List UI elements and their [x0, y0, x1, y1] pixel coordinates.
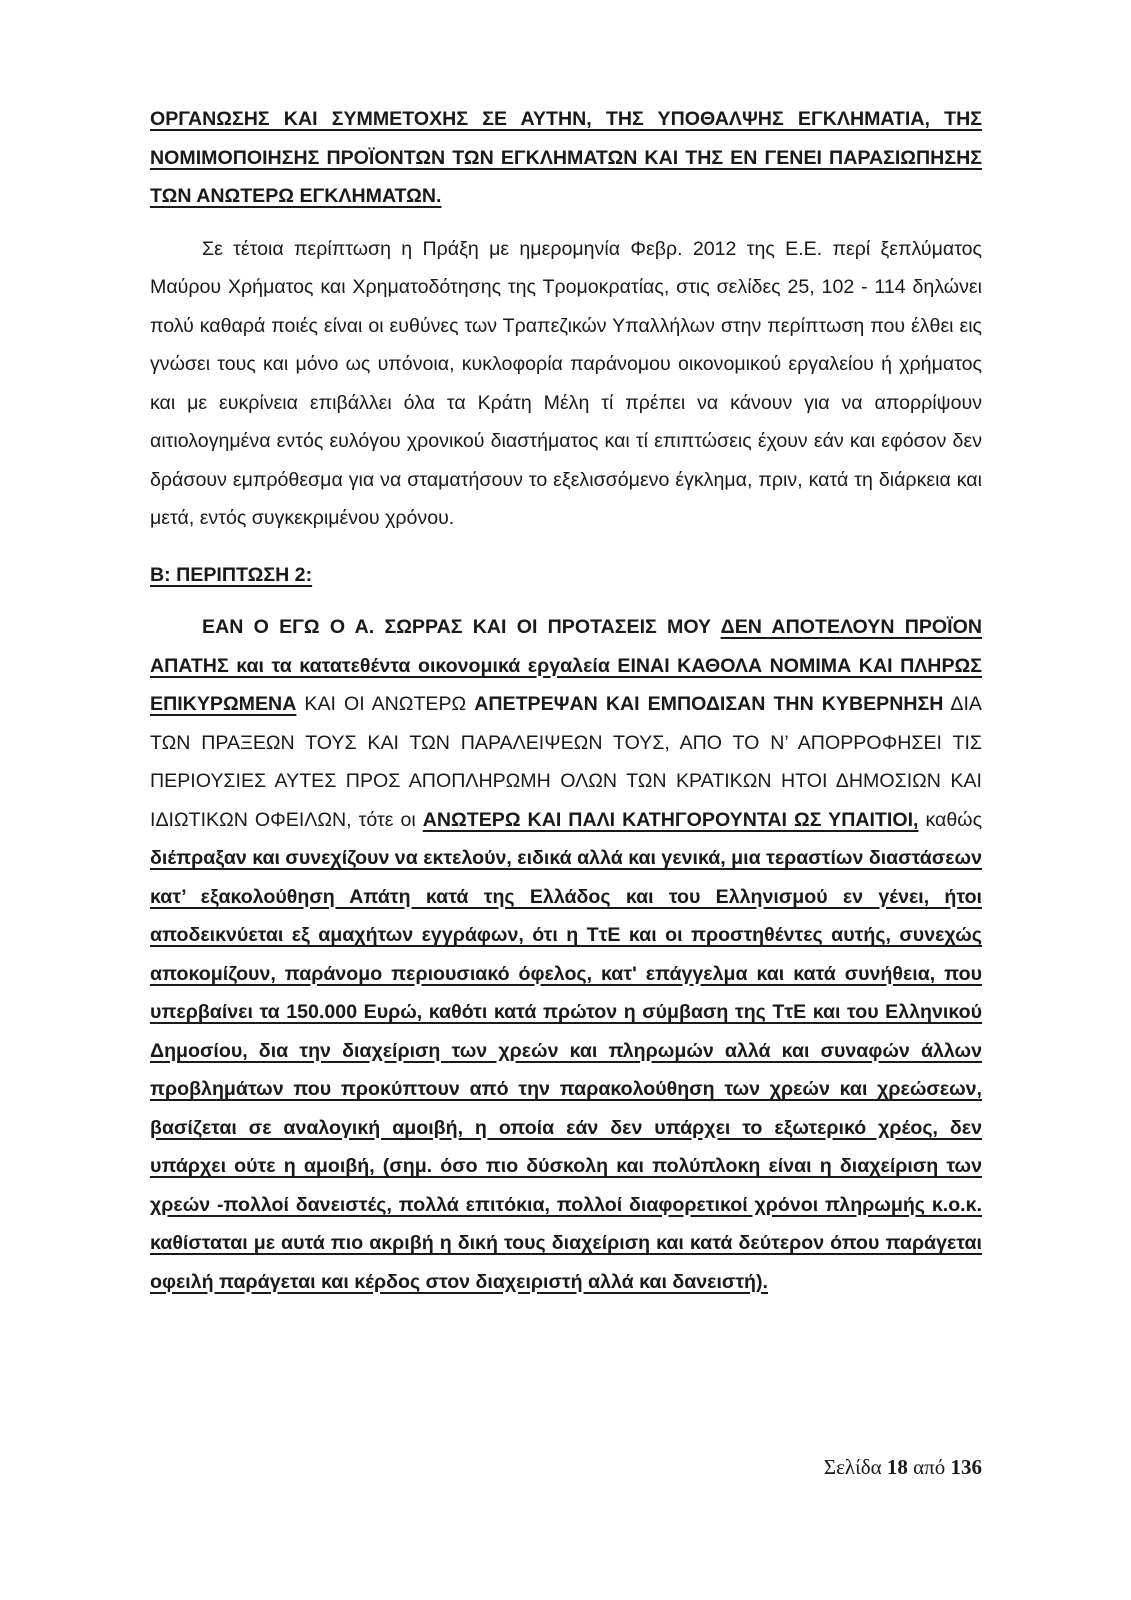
case-actions-text: ΔΙΑ ΤΩΝ ΠΡΑΞΕΩΝ ΤΟΥΣ ΚΑΙ ΤΩΝ ΠΑΡΑΛΕΙΨΕΩΝ ΤΟΥΣ, ΑΠΟ ΤΟ Ν’ ΑΠΟΡΡΟΦΗΣΕΙ ΤΙΣ ΠΕΡΙΟΥΣΙΕΣ ΑΥΤΕΣ ΠΡΟΣ ΑΠΟΠΛΗΡΩΜΗ ΟΛΩΝ ΤΩΝ ΚΡΑΤΙΚΩΝ ΗΤΟΙ ΔΗΜΟΣΙΩΝ ΚΑΙ ΙΔΙΩΤΙΚΩΝ ΟΦΕΙΛΩΝ, τότε οι: [150, 693, 982, 831]
footer-prefix: Σελίδα: [823, 1455, 887, 1479]
case-connector-text: ΚΑΙ ΟΙ ΑΝΩΤΕΡΩ: [296, 693, 475, 715]
case-claim-text: ΔΕΝ ΑΠΟΤΕΛΟΥΝ ΠΡΟΪΟΝ ΑΠΑΤΗΣ και τα κατατεθέντα οικονομικά εργαλεία ΕΙΝΑΙ ΚΑΘΟΛΑ ΝΟΜΙΜΑ ΚΑΙ ΠΛΗΡΩΣ ΕΠΙΚΥΡΩΜΕΝΑ: [150, 616, 982, 715]
current-page-number: 18: [886, 1455, 908, 1479]
section-heading: Β: ΠΕΡΙΠΤΩΣΗ 2:: [150, 563, 313, 586]
footer-middle: από: [907, 1455, 951, 1479]
paragraph-regulation: Σε τέτοια περίπτωση η Πράξη με ημερομηνία Φεβρ. 2012 της Ε.Ε. περί ξεπλύματος Μαύρου Χρήματος και Χρηματοδότησης της Τρομοκρατίας, στις σελίδες 25, 102 - 114 δηλώνει πολύ καθαρά ποιές είναι οι ευθύνες των Τραπεζικών Υπαλλήλων στην περίπτωση που έλθει εις γνώσει τους και μόνο ως υπόνοια, κυκλοφορία παράνομου οικονομικού εργαλείου ή χρήματος και με ευκρίνεια επιβάλλει όλα τα Κράτη Μέλη τί πρέπει να κάνουν για να απορρίψουν αιτιολογημένα εντός ευλόγου χρονικού διαστήματος και τί επιπτώσεις έχουν εάν και εφόσον δεν δράσουν εμπρόθεσμα για να σταματήσουν το εξελισσόμενο έγκλημα, πριν, κατά τη διάρκεια και μετά, εντός συγκεκριμένου χρόνου.: [150, 237, 982, 529]
case-since-text: καθώς: [918, 808, 983, 831]
case-fraud-description: διέπραξαν και συνεχίζουν να εκτελούν, ειδικά αλλά και γενικά, μια τεραστίων διαστάσεων κατ’ εξακολούθηση Απάτη κατά της Ελλάδος και του Ελληνισμού εν γένει, ήτοι αποδεικνύεται εξ αμαχήτων εγγράφων, ότι η ΤτΕ και οι προστηθέντες αυτής, συνεχώς αποκομίζουν, παράνομο περιουσιακό όφελος, κατ' επάγγελμα και κατά συνήθεια, που υπερβαίνει τα 150.000 Ευρώ, καθότι κατά πρώτον η σύμβαση της ΤτΕ και του Ελληνικού Δημοσίου, δια την διαχείριση των χρεών και πληρωμών αλλά και συναφών άλλων προβλημάτων που προκύπτουν από την παρακολούθηση των χρεών και χρεώσεων, βασίζεται σε αναλογική αμοιβή, η οποία εάν δεν υπάρχει το εξωτερικό χρέος, δεν υπάρχει ούτε η αμοιβή, (σημ. όσο πιο δύσκολη και πολύπλοκη είναι η διαχείριση των χρεών -πολλοί δανειστές, πολλά επιτόκια, πολλοί διαφορετικοί χρόνοι πληρωμής κ.ο.κ. καθίσταται με αυτά πιο ακριβή η δική τους διαχείριση και κατά δεύτερον όπου παράγεται οφειλή παράγεται και κέρδος στον διαχειριστή αλλά και δανειστή).: [150, 847, 982, 1293]
paragraph-case-2: [150, 608, 982, 1301]
page-footer: [824, 1455, 982, 1480]
case-accusation-text: ΑΝΩΤΕΡΩ ΚΑΙ ΠΑΛΙ ΚΑΤΗΓΟΡΟΥΝΤΑΙ ΩΣ ΥΠΑΙΤΙΟΙ,: [422, 808, 919, 831]
case-obstruction-text: ΑΠΕΤΡΕΨΑΝ ΚΑΙ ΕΜΠΟΔΙΣΑΝ ΤΗΝ ΚΥΒΕΡΝΗΣΗ: [474, 693, 944, 715]
case-intro-text: ΕΑΝ Ο ΕΓΩ Ο Α. ΣΩΡΡΑΣ ΚΑΙ ΟΙ ΠΡΟΤΑΣΕΙΣ ΜΟΥ: [202, 616, 721, 638]
top-heading: ΟΡΓΑΝΩΣΗΣ ΚΑΙ ΣΥΜΜΕΤΟΧΗΣ ΣΕ ΑΥΤΗΝ, ΤΗΣ ΥΠΟΘΑΛΨΗΣ ΕΓΚΛΗΜΑΤΙΑ, ΤΗΣ ΝΟΜΙΜΟΠΟΙΗΣΗΣ ΠΡΟΪΟΝΤΩΝ ΤΩΝ ΕΓΚΛΗΜΑΤΩΝ ΚΑΙ ΤΗΣ ΕΝ ΓΕΝΕΙ ΠΑΡΑΣΙΩΠΗΣΗΣ ΤΩΝ ΑΝΩΤΕΡΩ ΕΓΚΛΗΜΑΤΩΝ.: [150, 108, 982, 207]
total-pages-number: 136: [950, 1455, 982, 1479]
page-content: [150, 100, 982, 1301]
